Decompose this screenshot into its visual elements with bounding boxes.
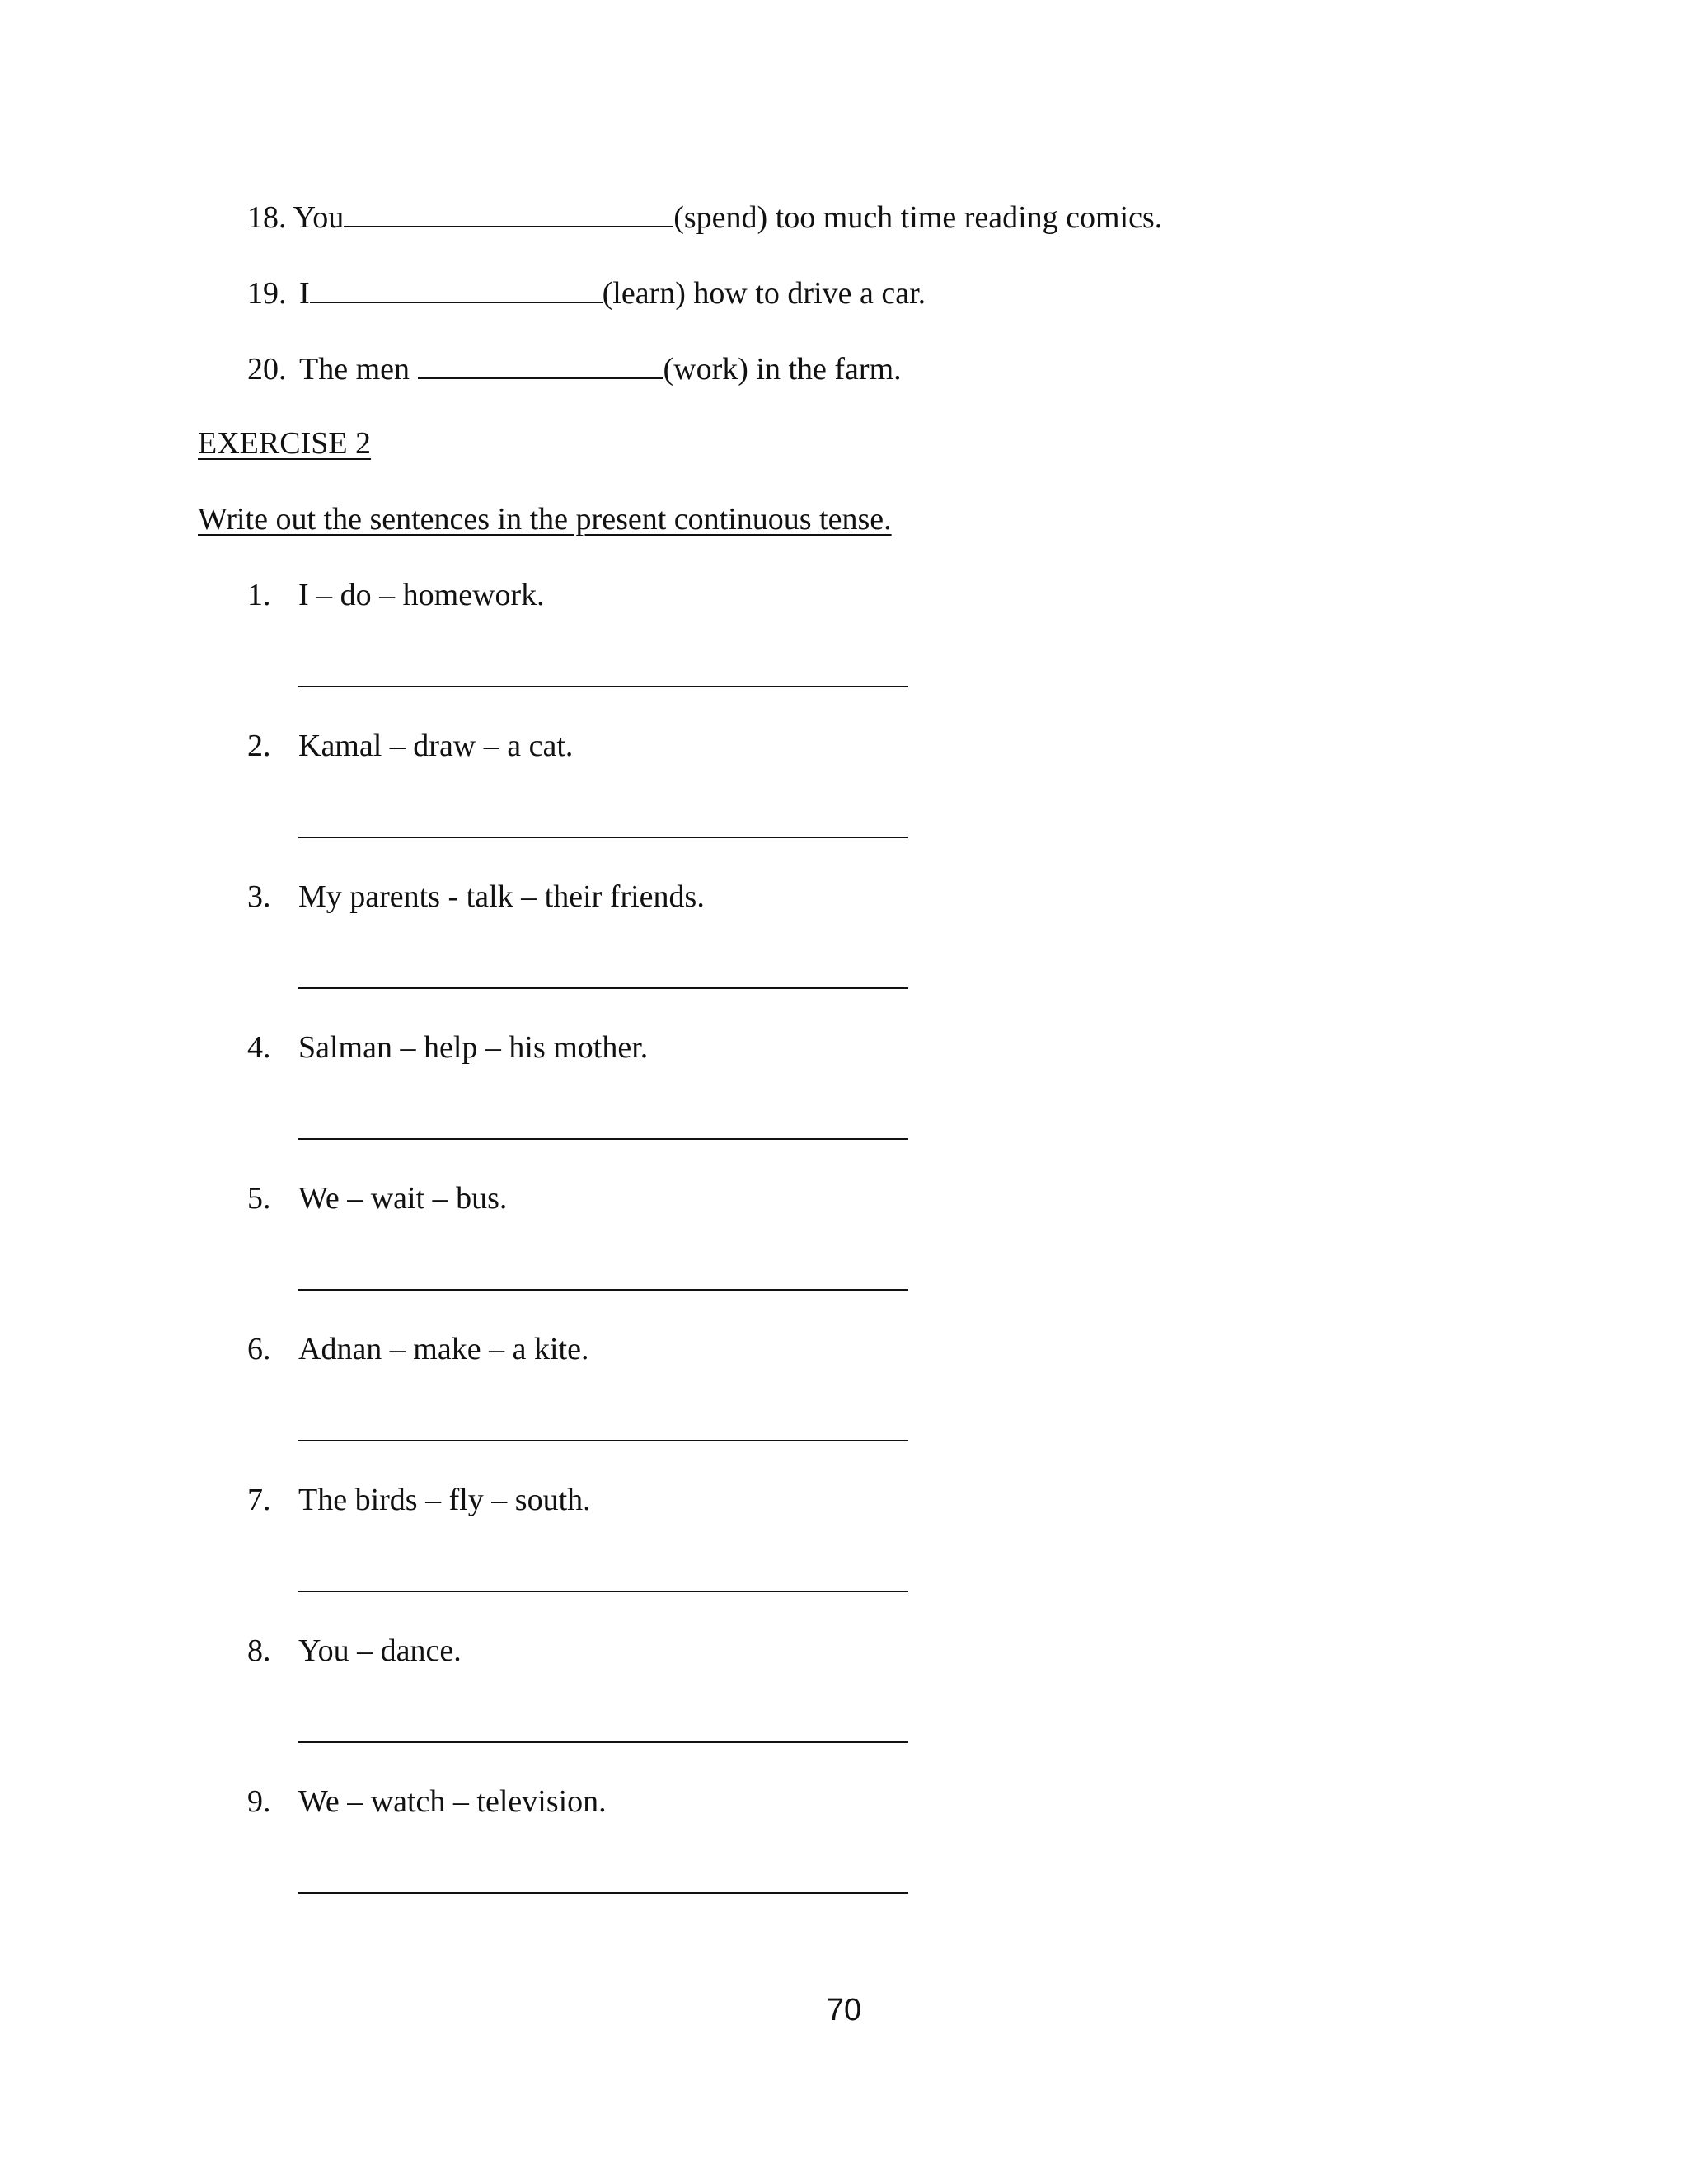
item-text: My parents - talk – their friends. — [298, 879, 705, 914]
item-text: The birds – fly – south. — [298, 1483, 591, 1517]
item-number: 4. — [247, 1030, 271, 1065]
answer-blank[interactable] — [418, 349, 663, 379]
answer-line[interactable] — [298, 1892, 908, 1894]
item-text-before: The men — [299, 352, 418, 387]
answer-line[interactable] — [298, 1741, 908, 1743]
item-number: 3. — [247, 879, 271, 914]
item-number: 2. — [247, 729, 271, 763]
answer-line[interactable] — [298, 837, 908, 838]
fill-in-item-19 — [247, 274, 926, 312]
item-number: 6. — [247, 1332, 271, 1366]
item-text: I – do – homework. — [298, 578, 545, 612]
item-text: Adnan – make – a kite. — [298, 1332, 589, 1366]
item-text: Salman – help – his mother. — [298, 1030, 649, 1065]
item-number: 1. — [247, 578, 271, 612]
answer-line[interactable] — [298, 987, 908, 989]
item-text-after: (spend) too much time reading comics. — [673, 200, 1163, 235]
item-text: You – dance. — [298, 1633, 462, 1668]
item-number: 7. — [247, 1483, 271, 1517]
item-text: Kamal – draw – a cat. — [298, 729, 574, 763]
answer-line[interactable] — [298, 1440, 908, 1441]
exercise-instruction: Write out the sentences in the present continuous tense. — [198, 502, 892, 537]
item-text: We – watch – television. — [298, 1784, 607, 1819]
page-number: 70 — [826, 1993, 862, 2027]
answer-blank[interactable] — [344, 198, 673, 227]
item-text-before: I — [299, 276, 310, 311]
item-number: 5. — [247, 1181, 271, 1216]
fill-in-item-18 — [247, 198, 1162, 236]
answer-line[interactable] — [298, 1591, 908, 1592]
item-number: 18. — [247, 200, 287, 235]
answer-line[interactable] — [298, 686, 908, 687]
item-text-after: (work) in the farm. — [663, 352, 902, 387]
item-text: We – wait – bus. — [298, 1181, 508, 1216]
answer-blank[interactable] — [310, 274, 603, 303]
item-number: 8. — [247, 1633, 271, 1668]
exercise-title: EXERCISE 2 — [198, 426, 372, 461]
fill-in-item-20 — [247, 349, 902, 387]
item-text-after: (learn) how to drive a car. — [602, 276, 926, 311]
answer-line[interactable] — [298, 1289, 908, 1291]
item-text-before: You — [293, 200, 345, 235]
answer-line[interactable] — [298, 1138, 908, 1140]
item-number: 9. — [247, 1784, 271, 1819]
item-number: 19. — [247, 276, 287, 311]
item-number: 20. — [247, 352, 287, 387]
